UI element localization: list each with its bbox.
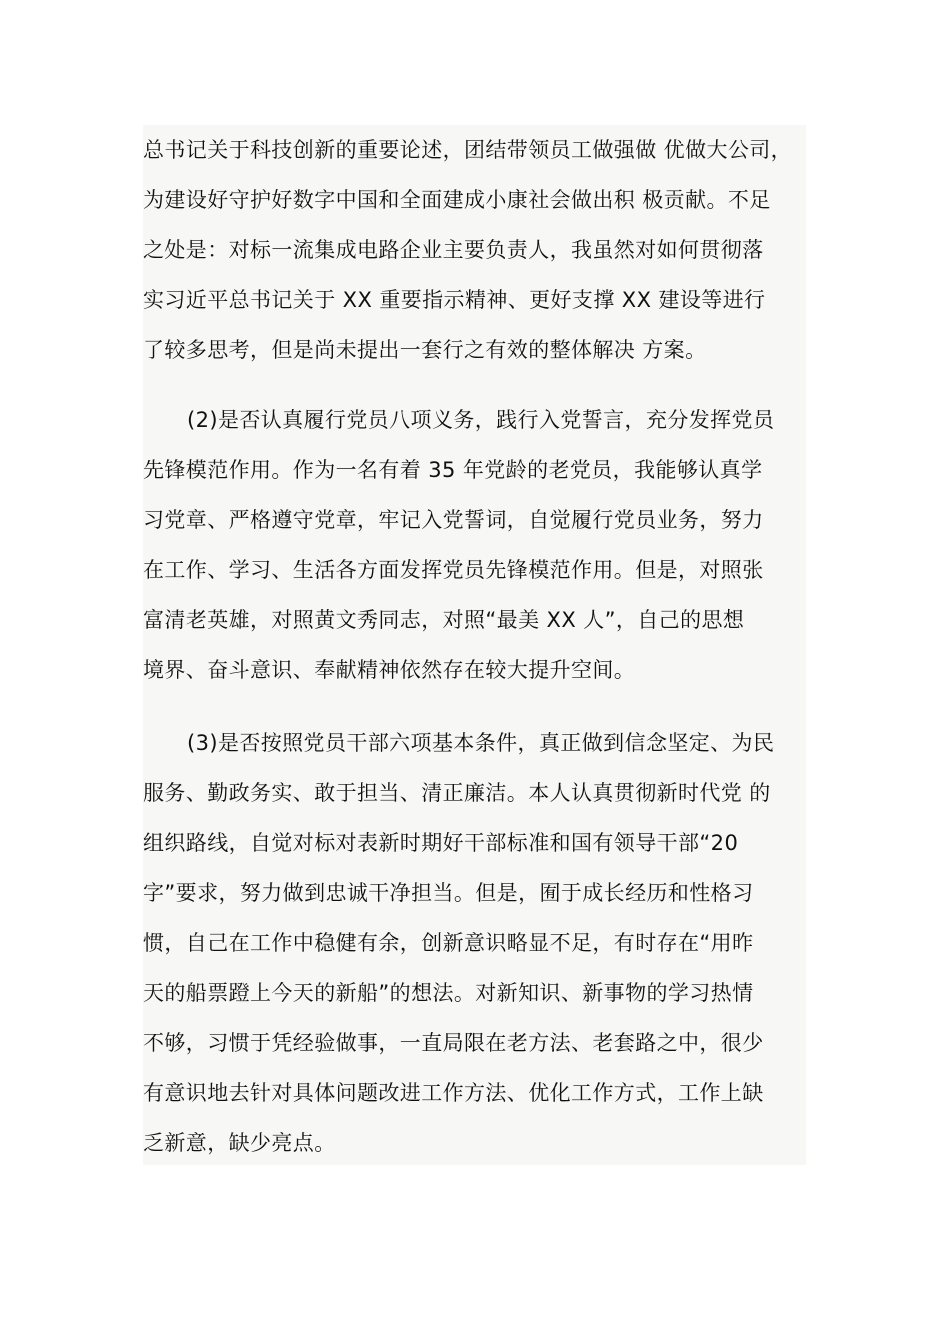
paragraph-line: 总书记关于科技创新的重要论述，团结带领员工做强做 优做大公司， — [143, 138, 793, 162]
paragraph-line: 不够，习惯于凭经验做事，一直局限在老方法、老套路之中，很少 — [143, 1031, 764, 1055]
paragraph-line: 有意识地去针对具体问题改进工作方法、优化工作方式，工作上缺 — [143, 1081, 764, 1105]
paragraph-line: (3)是否按照党员干部六项基本条件，真正做到信念坚定、为民 — [187, 731, 775, 755]
paragraph-line: 先锋模范作用。作为一名有着 35 年党龄的老党员，我能够认真学 — [143, 458, 763, 482]
paragraph-line: 字”要求，努力做到忠诚干净担当。但是，囿于成长经历和性格习 — [143, 881, 754, 905]
paragraph-line: 境界、奋斗意识、奉献精神依然存在较大提升空间。 — [143, 658, 636, 682]
paragraph-line: 习党章、严格遵守党章，牢记入党誓词，自觉履行党员业务，努力 — [143, 508, 764, 532]
paragraph-line: 乏新意，缺少亮点。 — [143, 1131, 336, 1155]
paragraph-line: 组织路线，自觉对标对表新时期好干部标准和国有领导干部“20 — [143, 831, 739, 855]
paragraph-2 — [143, 395, 815, 695]
paragraph-line: 实习近平总书记关于 XX 重要指示精神、更好支撑 XX 建设等进行 — [143, 288, 766, 312]
paragraph-line: 服务、勤政务实、敢于担当、清正廉洁。本人认真贯彻新时代党 的 — [143, 781, 771, 805]
paragraph-line: 富清老英雄，对照黄文秀同志，对照“最美 XX 人”，自己的思想 — [143, 608, 745, 632]
paragraph-3 — [143, 718, 815, 1168]
paragraph-line: 之处是：对标一流集成电路企业主要负责人，我虽然对如何贯彻落 — [143, 238, 764, 262]
paragraph-1 — [143, 125, 815, 375]
paragraph-line: 在工作、学习、生活各方面发挥党员先锋模范作用。但是，对照张 — [143, 558, 764, 582]
paragraph-line: 了较多思考，但是尚未提出一套行之有效的整体解决 方案。 — [143, 338, 707, 362]
paragraph-line: 为建设好守护好数字中国和全面建成小康社会做出积 极贡献。不足 — [143, 188, 771, 212]
paragraph-line: 惯，自己在工作中稳健有余，创新意识略显不足，有时存在“用昨 — [143, 931, 754, 955]
paragraph-line: 天的船票蹬上今天的新船”的想法。对新知识、新事物的学习热情 — [143, 981, 754, 1005]
paragraph-line: (2)是否认真履行党员八项义务，践行入党誓言，充分发挥党员 — [187, 408, 775, 432]
